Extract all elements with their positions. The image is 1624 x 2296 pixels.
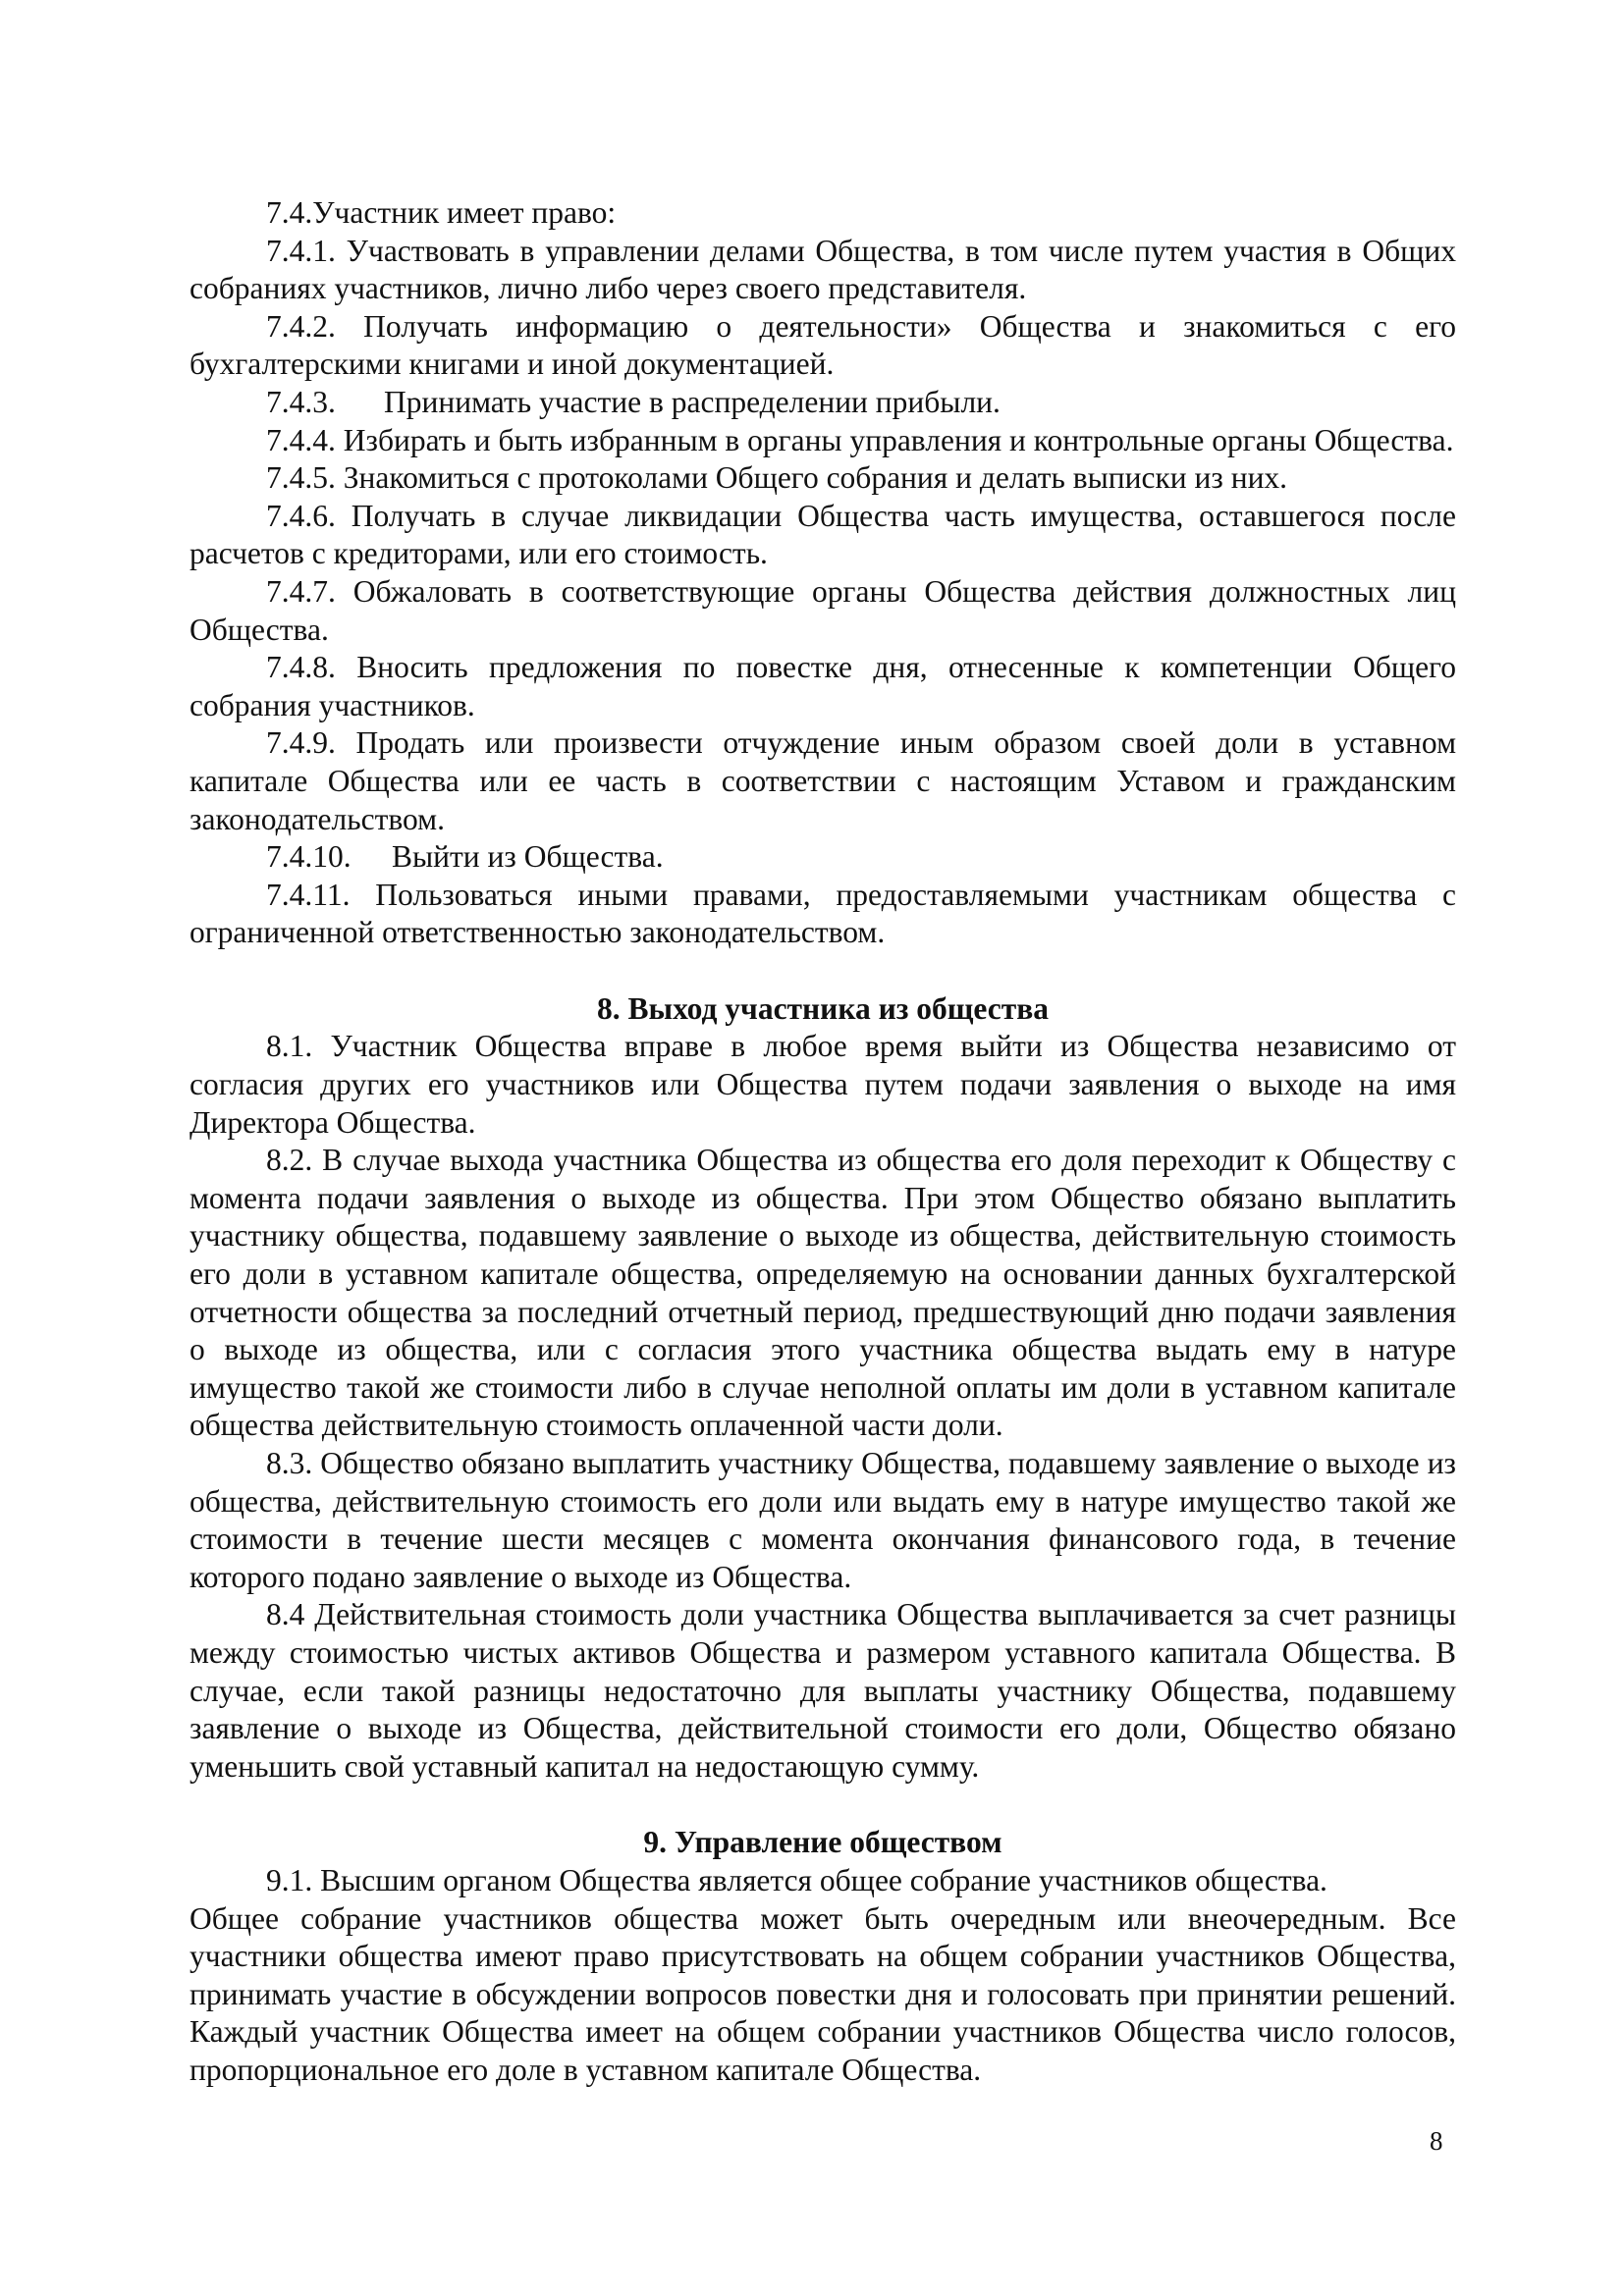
section-gap	[189, 1786, 1456, 1824]
clause-7-4-10	[189, 838, 1456, 877]
clause-9-1-first-line: 9.1. Высшим органом Общества является общее собрание участников общества.	[266, 1862, 1327, 1897]
clause-9-1-continuation: Общее собрание участников общества может быть очередным или внеочередным. Все участники общества имеют право присутствовать на общем собрании участников Общества, принимать участие в обсуждении вопросов повестки дня и голосовать при принятии решений. Каждый участник Общества имеет на общем собрании участников Общества число голосов, пропорциональное его доле в уставном капитале Общества.	[189, 1900, 1456, 2087]
clause-8-1: 8.1. Участник Общества вправе в любое время выйти из Общества независимо от согласия других его участников или Общества путем подачи заявления о выходе на имя Директора Общества.	[189, 1029, 1456, 1140]
clause-7-4-10-number: 7.4.10.	[266, 839, 352, 875]
clause-7-4-4: 7.4.4. Избирать и быть избранным в органы управления и контрольные органы Общества.	[266, 422, 1454, 457]
clause-7-4-9: 7.4.9. Продать или произвести отчуждение иным образом своей доли в уставном капитале Общества или ее часть в соответствии с настоящим Уставом и гражданским законодательством.	[189, 725, 1456, 836]
document-page	[189, 194, 1456, 2090]
clause-8-2: 8.2. В случае выхода участника Общества из общества его доля переходит к Обществу с момента подачи заявления о выходе из общества. При этом Общество обязано выплатить участнику общества, подавшему заявление о выходе из общества, действительную стоимость его доли в уставном капитале общества, определяемую на основании данных бухгалтерской отчетности общества за последний отчетный период, предшествующий дню подачи заявления о выходе из общества, или с согласия этого участника общества выдать ему в натуре имущество такой же стоимости либо в случае неполной оплаты им доли в уставном капитале общества действительную стоимость оплаченной части доли.	[189, 1143, 1456, 1443]
section-gap	[189, 952, 1456, 990]
clause-7-4-3-number: 7.4.3.	[266, 384, 336, 419]
clause-7-4-1: 7.4.1. Участвовать в управлении делами Общества, в том числе путем участия в Общих собраниях участников, лично либо через своего представителя.	[189, 233, 1456, 306]
section-8-heading: 8. Выход участника из общества	[597, 990, 1049, 1026]
clause-8-3: 8.3. Общество обязано выплатить участнику Общества, подавшему заявление о выходе из общества, действительную стоимость его доли или выдать ему в натуре имущество такой же стоимости в течение шести месяцев с момента окончания финансового года, в течение которого подано заявление о выходе из Общества.	[189, 1446, 1456, 1594]
page-number: 8	[1430, 2126, 1443, 2156]
section-7-4-intro: 7.4.Участник имеет право:	[266, 195, 617, 230]
clause-7-4-8: 7.4.8. Вносить предложения по повестке дня, отнесенные к компетенции Общего собрания участников.	[189, 650, 1456, 722]
clause-7-4-6: 7.4.6. Получать в случае ликвидации Общества часть имущества, оставшегося после расчетов с кредиторами, или его стоимость.	[189, 498, 1456, 571]
section-9-heading: 9. Управление обществом	[643, 1825, 1002, 1860]
clause-7-4-11: 7.4.11. Пользоваться иными правами, предоставляемыми участникам общества с ограниченной ответственностью законодательством.	[189, 877, 1456, 950]
clause-7-4-2: 7.4.2. Получать информацию о деятельности» Общества и знакомиться с его бухгалтерскими книгами и иной документацией.	[189, 308, 1456, 382]
clause-8-4: 8.4 Действительная стоимость доли участника Общества выплачивается за счет разницы между стоимостью чистых активов Общества и размером уставного капитала Общества. В случае, если такой разницы недостаточно для выплаты участнику Общества, подавшему заявление о выходе из Общества, действительной стоимости его доли, Общество обязано уменьшить свой уставный капитал на недостающую сумму.	[189, 1597, 1456, 1784]
clause-7-4-7: 7.4.7. Обжаловать в соответствующие органы Общества действия должностных лиц Общества.	[189, 573, 1456, 647]
clause-7-4-10-text: Выйти из Общества.	[392, 839, 664, 875]
clause-7-4-5: 7.4.5. Знакомиться с протоколами Общего собрания и делать выписки из них.	[266, 460, 1288, 496]
clause-7-4-3-text: Принимать участие в распределении прибыли.	[384, 384, 1001, 419]
clause-7-4-3	[189, 384, 1456, 422]
